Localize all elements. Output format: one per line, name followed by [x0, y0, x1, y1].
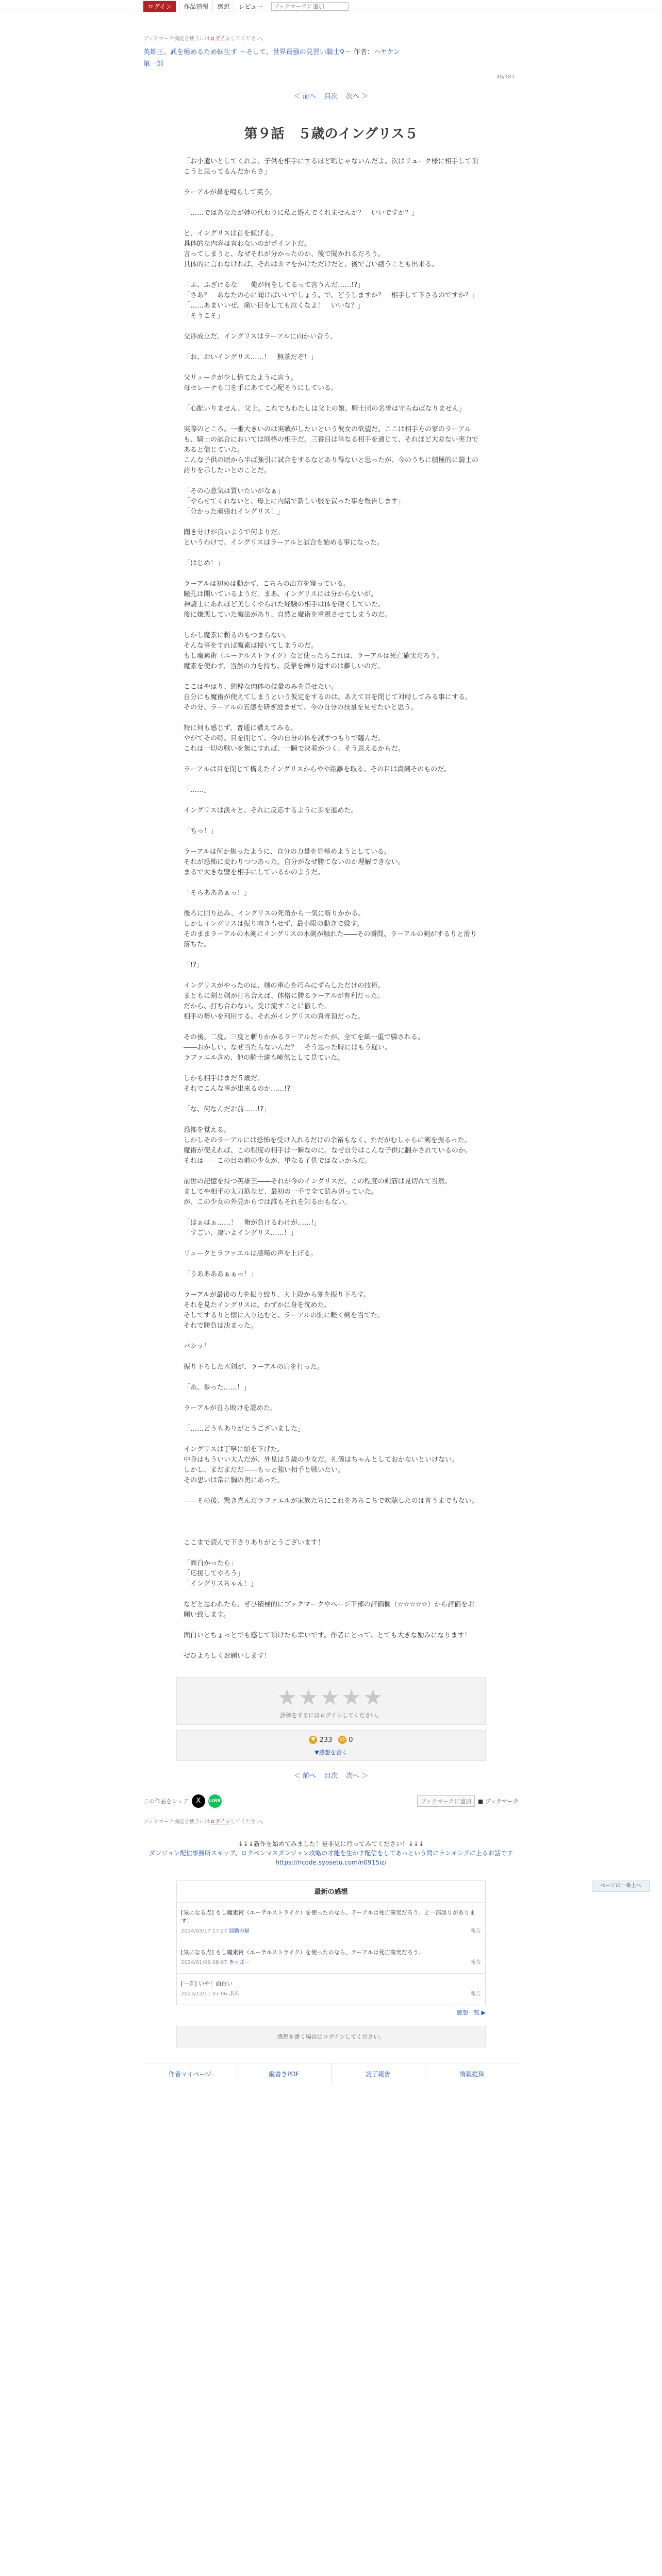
footer-vertical-pdf[interactable]: 縦書きPDF: [237, 2063, 331, 2084]
paragraph-gap: [184, 1589, 478, 1600]
novel-paragraph: 相手の勢いを利用する、それがイングリスの真骨頂だった。: [184, 1013, 365, 1021]
novel-paragraph: しかしそのラーアルには恐怖を受け入れるだけの余裕もなく、ただがむしゃらに剣を振るった。: [184, 1137, 471, 1145]
paragraph-gap: [184, 1166, 478, 1177]
novel-paragraph: 「……ではあなたが姉の代わりに私と遊んでくれませんか？ いいですか？」: [184, 209, 419, 217]
paragraph-gap: [184, 414, 478, 425]
paragraph-gap: [184, 672, 478, 682]
notice-suffix: してください。: [230, 1819, 267, 1825]
author: [354, 48, 400, 56]
latest-reviews: [176, 1880, 486, 2005]
novel-paragraph: 「すごい、凄いよイングリス……！」: [184, 1229, 297, 1238]
paragraph-gap: [184, 177, 478, 188]
nav-bar: [143, 1, 349, 12]
review-item: [177, 1902, 485, 1942]
paragraph-gap: [184, 899, 478, 909]
bookmark-label[interactable]: ■ ブックマーク: [477, 1798, 519, 1805]
novel-paragraph: こんな子供の頃から半ば強引に試合をするなどあり得ないと思ったが、今のうちに積極的に騎士の誇りを示したいとのことだ。: [184, 456, 479, 475]
novel-paragraph: しかも相手はまだ５歳だ。: [184, 1075, 264, 1083]
novel-paragraph: 実際のところ、一番大きいのは実戦がしたいという彼女の欲望だ。ここは相手方の家のラーアルも、騎士の試合においては同格の相手だ。三番目は単なる相手を通じて、それほど大差ない実力であると信じていた。: [184, 426, 478, 454]
novel-paragraph: リュークとラファエルは感嘆の声を上げる。: [184, 1250, 318, 1258]
novel-paragraph: 「はじめ！」: [184, 560, 224, 568]
novel-paragraph: というわけで、イングリスはラーアルと試合を始める事になった。: [184, 539, 384, 547]
novel-paragraph: 恐怖を覚える。: [184, 1126, 231, 1134]
chapter-header: [143, 11, 519, 100]
novel-paragraph: ラーアルは何か焦ったように、自分の力量を見極めようとしている。: [184, 848, 391, 856]
series-title-link[interactable]: 英雄王、武を極めるため転生す ～そして、世界最強の見習い騎士♀～: [143, 48, 352, 56]
novel-paragraph: ましてや相手の太刀筋など、最初の一手で全て読み切っていた。: [184, 1188, 378, 1196]
paragraph-gap: [184, 1115, 478, 1125]
paragraph-gap: [184, 775, 478, 785]
page-number: 40/183: [496, 74, 515, 80]
author-label: 作者：: [353, 48, 374, 56]
review-meta: [181, 1927, 481, 1936]
review-date: 2024/03/17 17:27: [181, 1928, 227, 1935]
novel-paragraph: そしてするりと懐に入り込むと、ラーアルの胴に軽く剣を当てた。: [184, 1312, 384, 1320]
ad-heading: ↓↓↓新作を始めてみました！是非見に行ってみてください！↓↓↓: [238, 1840, 424, 1848]
share-bar: [143, 1794, 519, 1808]
novel-paragraph: 「はぁはぁ……！ 俺が負けるわけが……!」: [184, 1219, 321, 1227]
novel-paragraph: しかし、まだまだだ――もっと強い相手と戦いたい。: [184, 1466, 345, 1475]
novel-paragraph: 魔術が使えれば、この程度の相手は一瞬なのに。なぜ自分はこんな子供に翻弄されているのか。: [184, 1147, 472, 1155]
review-user[interactable]: きっぱー: [228, 1960, 250, 1966]
novel-paragraph: 「な、何なんだお前……!?」: [184, 1106, 271, 1114]
paragraph-gap: [184, 394, 478, 404]
paragraph-gap: [184, 1280, 478, 1290]
novel-paragraph: 振り下ろした木剣が、ラーアルの肩を打った。: [184, 1363, 324, 1371]
prev-link[interactable]: ＜ 前へ: [293, 1772, 316, 1781]
nav-link-info[interactable]: 作品情報: [179, 1, 212, 12]
novel-paragraph: 「……あまいいぜ。痛い目をしても泣くなよ！ いいな？」: [184, 302, 365, 310]
nav-link-impressions[interactable]: 感想: [212, 1, 234, 12]
share-left: [143, 1794, 222, 1808]
review-meta: [181, 1959, 481, 1967]
novel-paragraph: それでこんな事が出来るのか……!?: [184, 1085, 291, 1093]
paragraph-gap: [184, 548, 478, 558]
paragraph-gap: [184, 476, 478, 486]
paragraph-gap: [184, 816, 478, 826]
afterword: [184, 1538, 478, 1662]
novel-paragraph: 「やらせてくれないと、母上に内緒で新しい服を買った事を報告します」: [184, 498, 405, 506]
reviews-more-link[interactable]: 感想一覧 ▶: [457, 2009, 486, 2016]
novel-paragraph: 前世の記憶を持つ英雄王――それが今のイングリスだ。この程度の剣筋は見切れて当然。: [184, 1178, 452, 1186]
reaction-box: [176, 1730, 486, 1761]
reaction-count: 0: [349, 1736, 353, 1744]
paragraph-gap: [184, 321, 478, 332]
novel-paragraph: 後ろに回り込み、イングリスの死角から一気に斬りかかる。: [184, 910, 365, 918]
bottom-pager: [0, 1770, 662, 1780]
novel-paragraph: これは一切の戦いを無にすれば、一瞬で決着がつく、そう思えるからだ。: [184, 745, 405, 753]
novel-paragraph: 後に嫌悪していた魔法があり、自然と魔術を重視させてしまうのだ。: [184, 611, 392, 619]
paragraph-gap: [184, 950, 478, 960]
afterword-paragraph: などと思われたら、ぜひ積極的にブックマークやページ下部の評価欄（☆☆☆☆☆）から評価をお願い致します。: [184, 1601, 475, 1619]
novel-paragraph: その思いは常に胸の奥にあった。: [184, 1477, 284, 1485]
novel-paragraph: ――おかしい。なぜ当たらないんだ？ そう思った時にはもう遅い。: [184, 1044, 392, 1052]
novel-paragraph: 中身はもういい大人だが、外見は５歳の少女だ。礼儀はちゃんとしておかないといけない。: [184, 1456, 459, 1464]
novel-paragraph: その分、ラーアルの五感を研ぎ澄ませて、今の自分の技量を見せたいと思う。: [184, 704, 418, 712]
chapter-title: 第９話 ５歳のイングリス５: [244, 126, 418, 142]
series-title: [143, 48, 519, 57]
heart-reaction-icon: ♥: [309, 1736, 317, 1744]
novel-paragraph: まるで大きな壁を相手にしているかのようだ。: [184, 869, 324, 877]
paragraph-gap: [184, 1548, 478, 1558]
novel-paragraph: しかし魔素に頼るのもつまらない。: [184, 632, 291, 640]
chapter-group: 第一部: [143, 60, 164, 69]
smile-reaction-icon: 😊: [338, 1736, 346, 1744]
paragraph-gap: [184, 1259, 478, 1269]
report-link[interactable]: 報告: [471, 1991, 481, 1997]
afterword-paragraph: 「応援してやろう」: [184, 1570, 244, 1578]
paragraph-gap: [184, 1393, 478, 1403]
afterword-paragraph: 面白いとちょっとでも感じて頂けたら幸いです。作者にとって、とても大きな励みになります！: [184, 1632, 471, 1640]
paragraph-gap: [184, 1094, 478, 1105]
share-label: この作品をシェア: [143, 1798, 189, 1805]
novel-paragraph: 「そうこそ」: [184, 312, 224, 320]
novel-body: [184, 157, 478, 1506]
novel-paragraph: 「ふ、ふざけるな！ 俺が何をしてるって言うんだ……!?」: [184, 281, 365, 290]
novel-paragraph: と、イングリスは首を傾げる。: [184, 230, 277, 238]
novel-paragraph: ここはやはり、純粋な肉体の技量のみを見せたい。: [184, 683, 338, 691]
novel-paragraph: それを見たイングリスは、わずかに身を沈めた。: [184, 1301, 331, 1310]
author-link[interactable]: ハヤケン: [373, 48, 400, 56]
paragraph-gap: [184, 878, 478, 888]
novel-paragraph: が、この少女の外見からでは誰もそれを知る由もない。: [184, 1198, 351, 1207]
novel-paragraph: しかしイングリスは振り向きもせず、最小限の動きで躱す。: [184, 920, 363, 928]
afterword-paragraph: 「イングリスちゃん！」: [184, 1580, 257, 1588]
novel-paragraph: 「お、おいイングリス……！ 無茶だぞ！」: [184, 353, 318, 362]
report-link[interactable]: 報告: [471, 1960, 481, 1966]
rating-stars[interactable]: ★★★★★: [277, 1685, 385, 1710]
novel-paragraph: 「!?」: [184, 961, 204, 970]
footer-read-report[interactable]: 読了報告: [332, 2063, 425, 2084]
novel-paragraph: 「……」: [184, 786, 211, 794]
afterword-paragraph: 「面白かったら」: [184, 1560, 238, 1568]
novel-paragraph: バシッ！: [184, 1343, 210, 1351]
toc-link[interactable]: 目次: [324, 93, 338, 101]
paragraph-gap: [184, 795, 478, 806]
notice-login-link[interactable]: ログイン: [210, 1819, 230, 1825]
novel-paragraph: それは――この目の前の少女が、単なる子供ではないからだ。: [184, 1157, 372, 1165]
novel-paragraph: 瞳孔は開いているようだ。まあ、イングリスには分からないが。: [184, 590, 377, 599]
novel-paragraph: 「うああああぁぁっ！」: [184, 1270, 257, 1279]
line-share-icon[interactable]: LINE: [208, 1794, 222, 1808]
novel-paragraph: イングリスは丁寧に頭を下げた。: [184, 1446, 284, 1454]
page-top-button[interactable]: ページの一番上へ: [592, 1880, 650, 1892]
novel-paragraph: ラーアルが最後の力を振り絞り、大上段から剣を振り下ろす。: [184, 1291, 370, 1299]
novel-paragraph: 「お小遣いとしてくれよ、子供を相手にするほど暇じゃないんだよ。次はリューク様に相手して頂こうと思ってるんだからさ」: [184, 158, 478, 176]
notice-login-link[interactable]: ログイン: [210, 36, 230, 42]
novel-paragraph: ラファエル含め、他の騎士達も唖然として見ていた。: [184, 1054, 344, 1062]
paragraph-gap: [184, 1414, 478, 1424]
notice-suffix: してください。: [230, 36, 267, 42]
paragraph-gap: [184, 1434, 478, 1445]
rating-note: 評価をするにはログインしてください。: [280, 1712, 382, 1719]
novel-paragraph: まともに剣と剣が打ち合えば、体格に勝るラーアルが有利だった。: [184, 992, 384, 1001]
novel-paragraph: 「心配いりません、父上。これでもわたしは父上の娘。騎士団の名誉は守らねばなりません」: [184, 405, 466, 413]
novel-paragraph: 聞き分けが良いようで何よりだ。: [184, 529, 285, 537]
paragraph-gap: [184, 198, 478, 208]
paragraph-gap: [184, 1063, 478, 1074]
paragraph-gap: [184, 569, 478, 579]
novel-paragraph: 「その心意気は買いたいがなぁ」: [184, 487, 285, 496]
bookmark-notice-bottom: [143, 1817, 519, 1825]
top-pager: [143, 91, 519, 100]
paragraph-gap: [184, 1641, 478, 1651]
paragraph-gap: [184, 1331, 478, 1342]
novel-paragraph: そのままラーアルの木剣にイングリスの木剣が触れた――その瞬間、ラーアルの剣がするりと滑り落ちた。: [184, 930, 477, 949]
novel-paragraph: だから、打ち合わない。受け流すことに徹した。: [184, 1003, 332, 1011]
novel-paragraph: その後、二度、三度と斬りかかるラーアルだったが、全てを紙一重で躱される。: [184, 1033, 424, 1042]
footer-author-page[interactable]: 作者マイページ: [143, 2063, 237, 2084]
review-date: 2023/12/11 07:06: [181, 1991, 227, 1997]
paragraph-gap: [184, 620, 478, 631]
ad-link[interactable]: ダンジョン配信事務所スキップ、ロクペンマスダンジョン攻略の才能を生かす配信をしてあっという間にランキングに上るお話です: [149, 1850, 513, 1857]
paragraph-gap: [184, 1372, 478, 1383]
novel-paragraph: 「そらあああぁっ！」: [184, 889, 251, 897]
novel-paragraph: イングリスがやったのは、剣の重心を巧みにずらしただけの技術。: [184, 982, 385, 990]
review-item: [177, 1973, 485, 2005]
paragraph-gap: [184, 837, 478, 847]
novel-paragraph: それで勝負は決まった。: [184, 1322, 258, 1330]
login-button[interactable]: ログイン: [143, 1, 176, 12]
review-date: 2024/01/09 08:07: [181, 1960, 227, 1966]
next-link[interactable]: 次へ ＞: [346, 93, 369, 101]
reviews-title: 最新の感想: [314, 1888, 348, 1896]
paragraph-gap: [184, 1208, 478, 1218]
novel-paragraph: ――その後、驚き喜んだラファエルが家族たちにこれをあちこちで吹聴したのは言うまでもない。: [184, 1497, 478, 1505]
reaction-item[interactable]: [309, 1736, 332, 1744]
paragraph-gap: [184, 1352, 478, 1362]
novel-paragraph: 言ってしまうと、なぜそれが分かったのか、後で聞かれるだろう。: [184, 250, 385, 259]
novel-paragraph: それが恐怖に変わりつつあった。自分がなぜ勝てないのか理解できない。: [184, 858, 405, 867]
paragraph-gap: [184, 713, 478, 723]
x-share-icon[interactable]: X: [192, 1794, 205, 1808]
paragraph-gap: [184, 363, 478, 373]
notice-prefix: ブックマーク機能を使うには: [143, 36, 210, 42]
paragraph-gap: [184, 1486, 478, 1496]
notice-prefix: ブックマーク機能を使うには: [143, 1819, 210, 1825]
review-text: [気になる点] もし魔素術（エーテルストライク）を使ったのなら、ラーアルは死亡確実だろう。: [181, 1949, 424, 1956]
novel-paragraph: 「さあ？ あなたの心に聞けばいいでしょう。で、どうしますか？ 相手して下さるのですか？」: [184, 292, 478, 300]
review-text: [気になる点] もし魔素術（エーテルストライク）を使ったのなら、ラーアルは死亡確実だろう。と一部誤りがあります！: [181, 1909, 475, 1925]
rating-box: [176, 1677, 486, 1725]
novel-paragraph: ラーアルが自ら敗けを認めた。: [184, 1404, 277, 1413]
paragraph-gap: [184, 218, 478, 229]
novel-paragraph: 父リュークが少し慌てたように言う。: [184, 374, 297, 382]
toc-link[interactable]: 目次: [324, 1772, 338, 1781]
novel-paragraph: ラーアルは初めは動かず、こちらの出方を窺っている。: [184, 580, 350, 588]
novel-paragraph: 「……どうもありがとうございました」: [184, 1425, 305, 1433]
footer: [143, 2063, 519, 2084]
nav-link-reviews[interactable]: レビュー: [234, 1, 267, 12]
paragraph-gap: [184, 517, 478, 528]
novel-paragraph: やがてその時、目を閉じて、今の自分の体を試すつもりで臨んだ。: [184, 735, 385, 743]
review-meta: [181, 1990, 481, 1998]
novel-paragraph: イングリスは淡々と、それに反応するように歩を進めた。: [184, 807, 358, 815]
footer-info[interactable]: 情報提供: [459, 2071, 485, 2078]
novel-paragraph: ラーアルは目を閉じて構えたイングリスからやや距離を取る。その目は真剣そのものだ。: [184, 766, 451, 774]
bookmark-add-field[interactable]: [271, 2, 349, 11]
review-item: [177, 1942, 485, 1973]
top-nav: [0, 0, 662, 11]
novel-paragraph: 自分にも魔術が使えてしまうという仮定をするのは、あえて目を閉じて対峙してみる事にする。: [184, 693, 472, 702]
review-user[interactable]: ぷん: [228, 1991, 239, 1997]
novel-paragraph: ラーアルが鼻を鳴らして笑う。: [184, 189, 277, 197]
novel-paragraph: もし魔素術（エーテルストライク）など使ったらこれは、ラーアルは死亡確実だろう。: [184, 652, 444, 660]
afterword-paragraph: ぜひよろしくお願いします！: [184, 1652, 271, 1660]
paragraph-gap: [184, 1022, 478, 1032]
paragraph-gap: [184, 270, 478, 280]
paragraph-gap: [184, 1239, 478, 1249]
share-right: [417, 1795, 519, 1807]
novel-paragraph: 魔素を使わず、当然の力を持ち、反撃を繰り返すのは難しいのだ。: [184, 663, 384, 671]
main-content: [184, 100, 478, 1506]
bookmark-notice: [143, 34, 519, 42]
novel-paragraph: 「ちっ！」: [184, 827, 218, 836]
novel-paragraph: 神騎士にあれほど美しくやられた経験の相手は体を硬くしていた。: [184, 601, 385, 609]
review-login-note: 感想を書く場合はログインしてください。: [176, 2026, 486, 2047]
paragraph-gap: [184, 754, 478, 765]
write-impression-link[interactable]: ▼感想を書く: [315, 1749, 347, 1756]
novel-paragraph: 特に何も感じず、普通に構えてみる。: [184, 724, 297, 733]
novel-paragraph: 具体的な内容は言わないのがポイントだ。: [184, 240, 311, 248]
novel-paragraph: 「あ、参った……！」: [184, 1384, 251, 1392]
afterword-paragraph: ここまで読んで下さりありがとうございます！: [184, 1539, 325, 1547]
review-text: [一言] いや！面白い: [181, 1980, 233, 1988]
novel-paragraph: 具体的に言わなければ、それはカマをかけただけだと、後で言い繕うことも出来る。: [184, 261, 439, 269]
reactions: [177, 1736, 485, 1744]
next-link[interactable]: 次へ ＞: [346, 1772, 369, 1781]
paragraph-gap: [184, 971, 478, 981]
reaction-count: 233: [319, 1736, 333, 1744]
ad-url[interactable]: https://ncode.syosetu.com/n0915iz/: [275, 1859, 387, 1867]
novel-paragraph: 母セレーナも口を手にあてて心配そうにしている。: [184, 384, 338, 393]
new-work-ad: [143, 1839, 519, 1867]
novel-paragraph: そんな事をすれば魔素は掃いてしまうのだ。: [184, 642, 318, 650]
novel-paragraph: 「分かった頑張れイングリス！」: [184, 508, 284, 516]
paragraph-gap: [184, 342, 478, 352]
bookmark-add-button[interactable]: ブックマークに追加: [417, 1795, 475, 1807]
paragraph-gap: [184, 1620, 478, 1631]
reaction-item[interactable]: [338, 1736, 353, 1744]
report-link[interactable]: 報告: [471, 1928, 481, 1935]
review-user[interactable]: 通勤の猫: [228, 1928, 250, 1935]
prev-link[interactable]: ＜ 前へ: [293, 93, 316, 101]
novel-paragraph: 交渉成立だ。イングリスはラーアルに向かい合う。: [184, 333, 337, 341]
